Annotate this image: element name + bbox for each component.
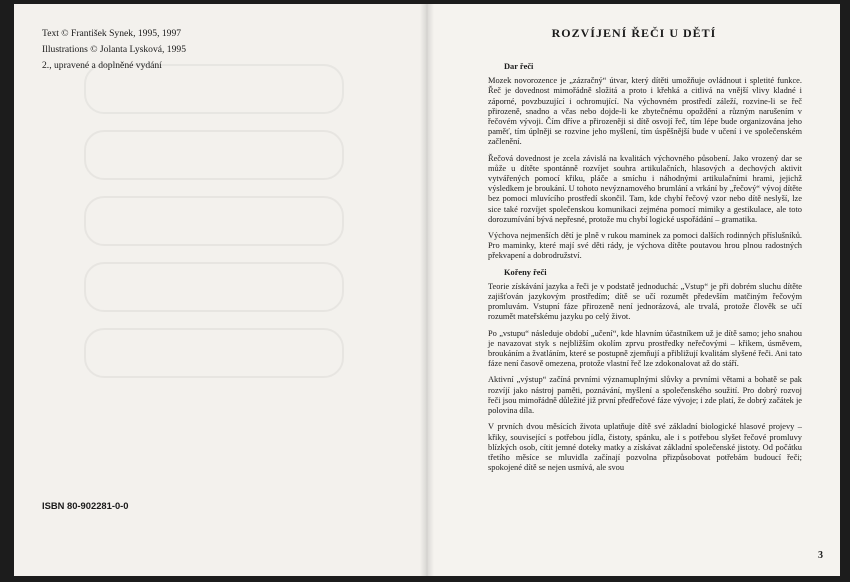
- paragraph: Po „vstupu“ následuje období „učení“, kde hlavním účastníkem už je dítě samo; jeho snahou je navazovat styk s nejbližším okolím zprvu prostředky neřečovými – křikem, úsměvem, broukáním a žvatláním, které se postupně zjemňují a přibližují kvalitám slyšené řeči. Ani tato fáze není časově omezena, protože vlastní řeč lze zdokonalovat až do stáří.: [488, 328, 802, 369]
- text-credit: Text © František Synek, 1995, 1997: [42, 28, 182, 39]
- illustrations-credit: Illustrations © Jolanta Lysková, 1995: [42, 44, 186, 55]
- paragraph: Mozek novorozence je „zázračný“ útvar, který dítěti umožňuje ovládnout i spletité funkce. Řeč je dovednost mimořádně složitá a proto i křehká a citlivá na vnější vlivy kladné i záporné, povzbuzující i ochromující. Na výchovném prostředí záleží, rozvine-li se řeč přirozeně, snadno a včas nebo dojde-li ke zbytečnému opoždění a různým narušením v řečovém vývoji. Čím dříve a přirozeněji si dítě osvojí řeč, tím lépe bude organizována jeho paměť, tím úplněji se rozvine jeho myšlení, tím úspěšnější bude v učení i ve společenském začlenění.: [488, 76, 802, 147]
- book-gutter: [420, 4, 434, 576]
- section-heading: Dar řeči: [504, 62, 534, 71]
- paragraph: Aktivní „výstup“ začíná prvními významuplnými slůvky a prvními větami a bohatě se pak rozvíjí jako nástroj paměti, poznávání, myšlení a společenského soužití. Pro dobrý rozvoj řeči jsou mimořádně důležité již první předřečové fáze vývoje; i zde platí, že dobrý začátek je polovina díla.: [488, 375, 802, 416]
- paragraph: V prvních dvou měsících života uplatňuje dítě své základní biologické hlasové projevy – křiky, související s potřebou jídla, čistoty, spánku, ale i s potřebou slyšet řečové promluvy blízkých osob, cítit jemné doteky matky a získávat základní společenské jistoty. Od počátku třetího měsíce se mluvidla začínají pozvolna přizpůsobovat potřebám budoucí řeči; spokojené dítě se nejen usmívá, ale svou: [488, 422, 802, 473]
- page-number: 3: [818, 550, 823, 561]
- edition-note: 2., upravené a doplněné vydání: [42, 60, 162, 71]
- credits-block: [42, 26, 186, 74]
- left-page: [14, 4, 426, 576]
- chapter-title: ROZVÍJENÍ ŘEČI U DĚTÍ: [551, 26, 717, 40]
- show-through-illustration: [84, 64, 344, 494]
- section-heading: Kořeny řeči: [504, 267, 547, 277]
- isbn: ISBN 80-902281-0-0: [42, 500, 129, 511]
- paragraph: Teorie získávání jazyka a řeči je v podstatě jednoduchá: „Vstup“ je při dobrém sluchu dítěte zajišťován jazykovým prostředím; dítě se učí rozumět především matčiným řečovým promluvám. Vstupní fáze přirozeně není jednorázová, ale trvalá, protože člověk se učí rozumět mateřskému jazyku po celý život.: [488, 281, 802, 322]
- chapter-body: [488, 62, 802, 479]
- book-spread: [14, 4, 840, 576]
- right-page: [428, 4, 840, 576]
- paragraph: Výchova nejmenších dětí je plně v rukou maminek za pomoci dalších rodinných příslušníků. Pro maminky, které mají své děti rády, je výchova dítěte poutavou hrou plnou radostných překvapení a dobrodružství.: [488, 231, 802, 261]
- paragraph: Řečová dovednost je zcela závislá na kvalitách výchovného působení. Jako vrozený dar se může u dítěte spontánně rozvíjet souhra artikulačních, hlasových a dechových aktivit vytvářených pomocí křiku, pláče a smíchu i náhodnými artikulačními hrami, jejichž výsledkem je broukání. U tohoto nevýznamového brumlání a vrkání by „řečový“ vývoj dítěte bez pomoci mluvícího prostředí skončil. Tam, kde chybí řečový vzor nebo dítě neslyší, lze sice také rozvíjet společenskou komunikaci zejména pomocí mimiky a gestikulace, ale toto dorozumívání bývá nepřesné, protože mu chybí logické uspořádání – gramatika.: [488, 153, 802, 224]
